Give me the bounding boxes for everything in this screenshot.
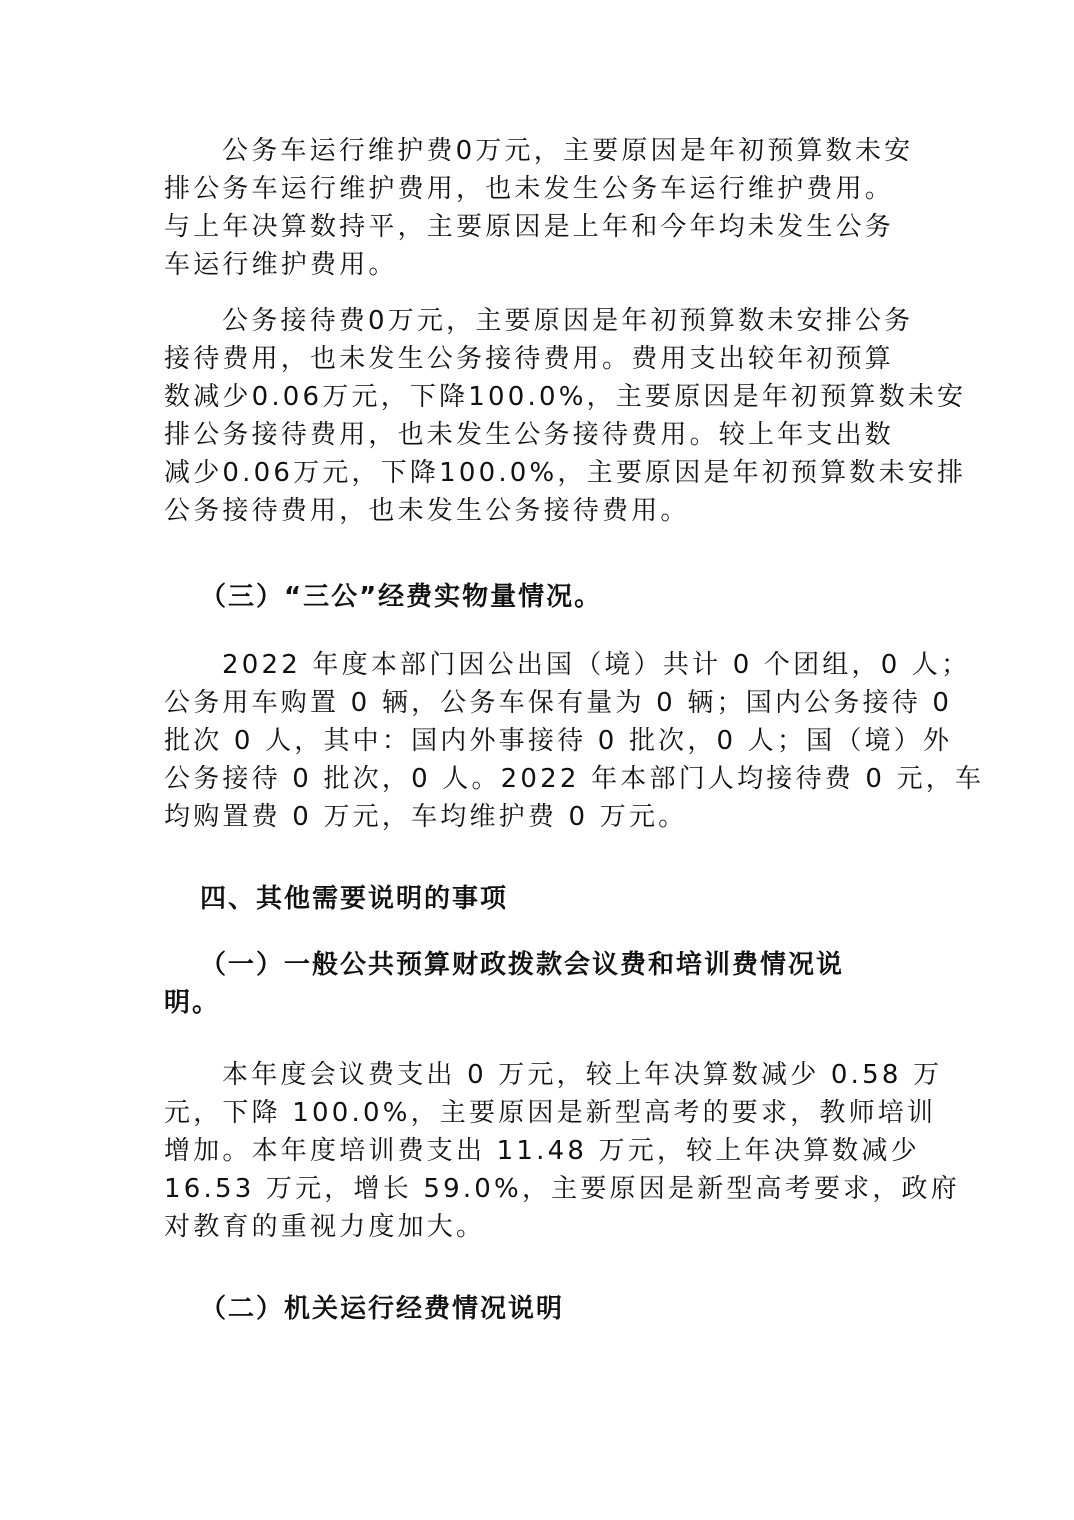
text-line: 排公务车运行维护费用，也未发生公务车运行维护费用。 <box>164 174 895 204</box>
paragraph-physical-quantity <box>164 646 985 836</box>
heading-meeting-training-block <box>164 946 914 1022</box>
heading-operating-expense: （二）机关运行经费情况说明 <box>200 1294 565 1324</box>
text-line: 接待费用，也未发生公务接待费用。费用支出较年初预算 <box>164 344 895 374</box>
text-line: 排公务接待费用，也未发生公务接待费用。较上年支出数 <box>164 420 895 450</box>
paragraph-car-maintenance <box>164 132 914 284</box>
text-line: 公务车运行维护费0万元，主要原因是年初预算数未安 <box>222 136 914 166</box>
text-line: 16.53 万元，增长 59.0%，主要原因是新型高考要求，政府 <box>164 1174 960 1204</box>
heading-meeting-training: （一）一般公共预算财政拨款会议费和培训费情况说 <box>200 950 845 980</box>
text-line: 本年度会议费支出 0 万元，较上年决算数减少 0.58 万 <box>222 1060 943 1090</box>
text-line: 公务接待费0万元，主要原因是年初预算数未安排公务 <box>222 306 914 336</box>
paragraph-meeting-training <box>164 1056 960 1246</box>
text-line: 公务接待费用，也未发生公务接待费用。 <box>164 496 690 526</box>
heading-physical-quantity-block <box>164 578 914 616</box>
text-line: 增加。本年度培训费支出 11.48 万元，较上年决算数减少 <box>164 1136 920 1166</box>
text-line: 2022 年度本部门因公出国（境）共计 0 个团组，0 人； <box>222 650 971 680</box>
text-line: 减少0.06万元，下降100.0%，主要原因是年初预算数未安排 <box>164 458 967 488</box>
text-line: 公务接待 0 批次，0 人。2022 年本部门人均接待费 0 元，车 <box>164 764 985 794</box>
text-line: 与上年决算数持平，主要原因是上年和今年均未发生公务 <box>164 212 895 242</box>
text-line: 对教育的重视力度加大。 <box>164 1212 486 1242</box>
heading-section-four-block <box>164 880 914 918</box>
text-line: 公务用车购置 0 辆，公务车保有量为 0 辆；国内公务接待 0 <box>164 688 953 718</box>
heading-operating-expense-block <box>164 1290 914 1328</box>
text-line: 数减少0.06万元，下降100.0%，主要原因是年初预算数未安 <box>164 382 967 412</box>
text-line: 均购置费 0 万元，车均维护费 0 万元。 <box>164 802 688 832</box>
text-line: 批次 0 人，其中：国内外事接待 0 批次，0 人；国（境）外 <box>164 726 953 756</box>
text-line: 元，下降 100.0%，主要原因是新型高考的要求，教师培训 <box>164 1098 937 1128</box>
text-line: 车运行维护费用。 <box>164 250 398 280</box>
paragraph-reception <box>164 302 967 530</box>
heading-physical-quantity: （三）“三公”经费实物量情况。 <box>200 582 603 612</box>
heading-section-four: 四、其他需要说明的事项 <box>200 884 509 914</box>
heading-meeting-training-cont: 明。 <box>164 988 221 1018</box>
